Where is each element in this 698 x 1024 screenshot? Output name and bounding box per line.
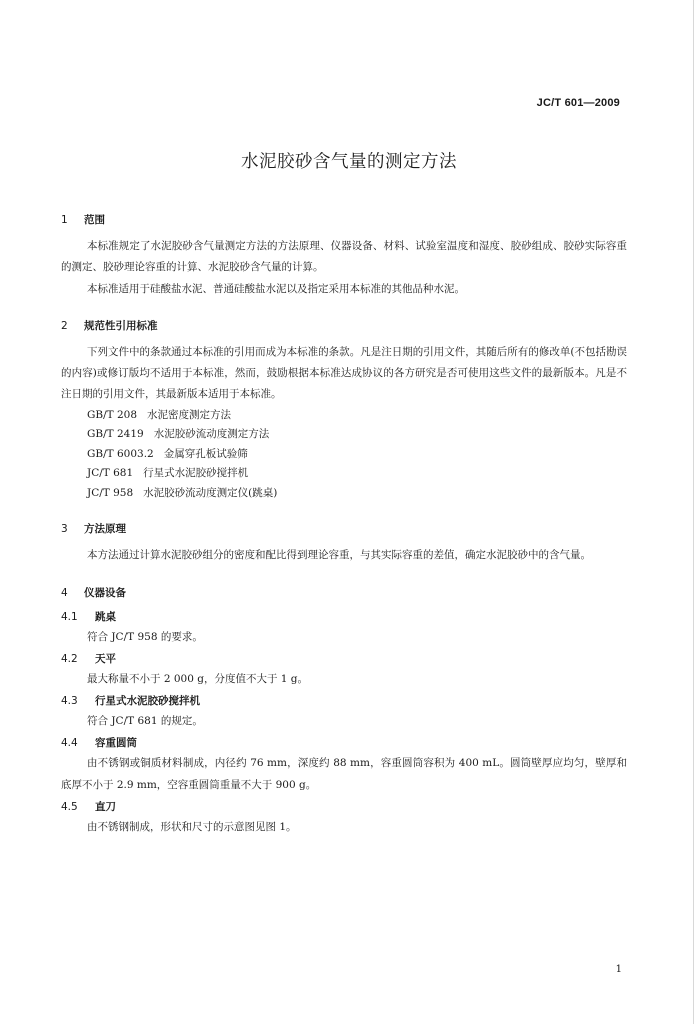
subsection-title: 容重圆筒	[95, 737, 137, 750]
paragraph: 由不锈钢或铜质材料制成，内径约 76 mm，深度约 88 mm，容重圆筒容积为 400 mL。圆筒壁厚应均匀，壁厚和底厚不小于 2.9 mm，空容重圆筒重量不大于 900 g。	[61, 757, 627, 791]
subsection-title: 行星式水泥胶砂搅拌机	[95, 695, 200, 708]
subsection-heading	[61, 609, 627, 625]
subsection-number: 4.3	[61, 695, 78, 708]
subsection-heading	[61, 735, 627, 751]
reference-name: 水泥密度测定方法	[147, 408, 232, 421]
subsection-heading	[61, 651, 627, 667]
section-number: 2	[61, 319, 68, 332]
page-number: 1	[615, 964, 622, 975]
subsection-number: 4.5	[61, 801, 78, 814]
reference-code: GB/T 6003.2	[87, 447, 154, 460]
reference-item	[61, 464, 627, 484]
subsection-title: 直刀	[95, 801, 116, 814]
reference-item	[61, 445, 627, 465]
subsection-heading	[61, 693, 627, 709]
paragraph: 本方法通过计算水泥胶砂组分的密度和配比得到理论容重，与其实际容重的差值，确定水泥胶砂中的含气量。	[87, 549, 591, 562]
section-2-heading	[61, 318, 627, 334]
paragraph: 本标准适用于硅酸盐水泥、普通硅酸盐水泥以及指定采用本标准的其他品种水泥。	[87, 282, 465, 295]
reference-name: 水泥胶砂流动度测定仪(跳桌)	[143, 486, 278, 499]
paragraph: 本标准规定了水泥胶砂含气量测定方法的方法原理、仪器设备、材料、试验室温度和湿度、胶砂组成、胶砂实际容重的测定、胶砂理论容重的计算、水泥胶砂含气量的计算。	[61, 240, 627, 274]
section-number: 1	[61, 214, 68, 226]
reference-code: GB/T 208	[87, 408, 138, 421]
standard-code: JC/T 601—2009	[536, 97, 620, 109]
paragraph: 符合 JC/T 681 的规定。	[87, 715, 203, 728]
reference-code: JC/T 681	[87, 467, 134, 480]
reference-name: 行星式水泥胶砂搅拌机	[143, 467, 249, 480]
subsection-number: 4.2	[61, 652, 78, 665]
subsection-title: 跳桌	[95, 610, 116, 623]
section-title: 方法原理	[84, 523, 126, 536]
section-title: 范围	[84, 214, 105, 226]
reference-item	[61, 406, 627, 426]
subsection-title: 天平	[95, 652, 116, 665]
subsection-number: 4.4	[61, 737, 78, 750]
section-4-heading	[61, 585, 627, 601]
section-number: 4	[61, 586, 68, 599]
section-title: 规范性引用标准	[84, 319, 158, 332]
paragraph: 符合 JC/T 958 的要求。	[87, 630, 203, 643]
paragraph: 下列文件中的条款通过本标准的引用而成为本标准的条款。凡是注日期的引用文件，其随后所有的修改单(不包括勘误的内容)或修订版均不适用于本标准，然而，鼓励根据本标准达成协议的各方研究是否可使用这些文件的最新版本。凡是不注日期的引用文件，其最新版本适用于本标准。	[61, 345, 627, 401]
section-title: 仪器设备	[84, 586, 126, 599]
subsection-heading	[61, 799, 627, 815]
reference-name: 金属穿孔板试验筛	[163, 447, 248, 460]
section-1-heading	[61, 212, 627, 228]
reference-item	[61, 425, 627, 445]
subsection-number: 4.1	[61, 610, 78, 623]
document-body	[61, 200, 627, 838]
section-3-heading	[61, 521, 627, 537]
reference-code: JC/T 958	[87, 486, 134, 499]
paragraph: 由不锈钢制成，形状和尺寸的示意图见图 1。	[87, 821, 297, 834]
reference-name: 水泥胶砂流动度测定方法	[153, 428, 270, 441]
reference-item	[61, 484, 627, 504]
reference-code: GB/T 2419	[87, 428, 144, 441]
section-number: 3	[61, 523, 68, 536]
paragraph: 最大称量不小于 2 000 g，分度值不大于 1 g。	[87, 672, 309, 685]
page-title: 水泥胶砂含气量的测定方法	[241, 152, 457, 172]
